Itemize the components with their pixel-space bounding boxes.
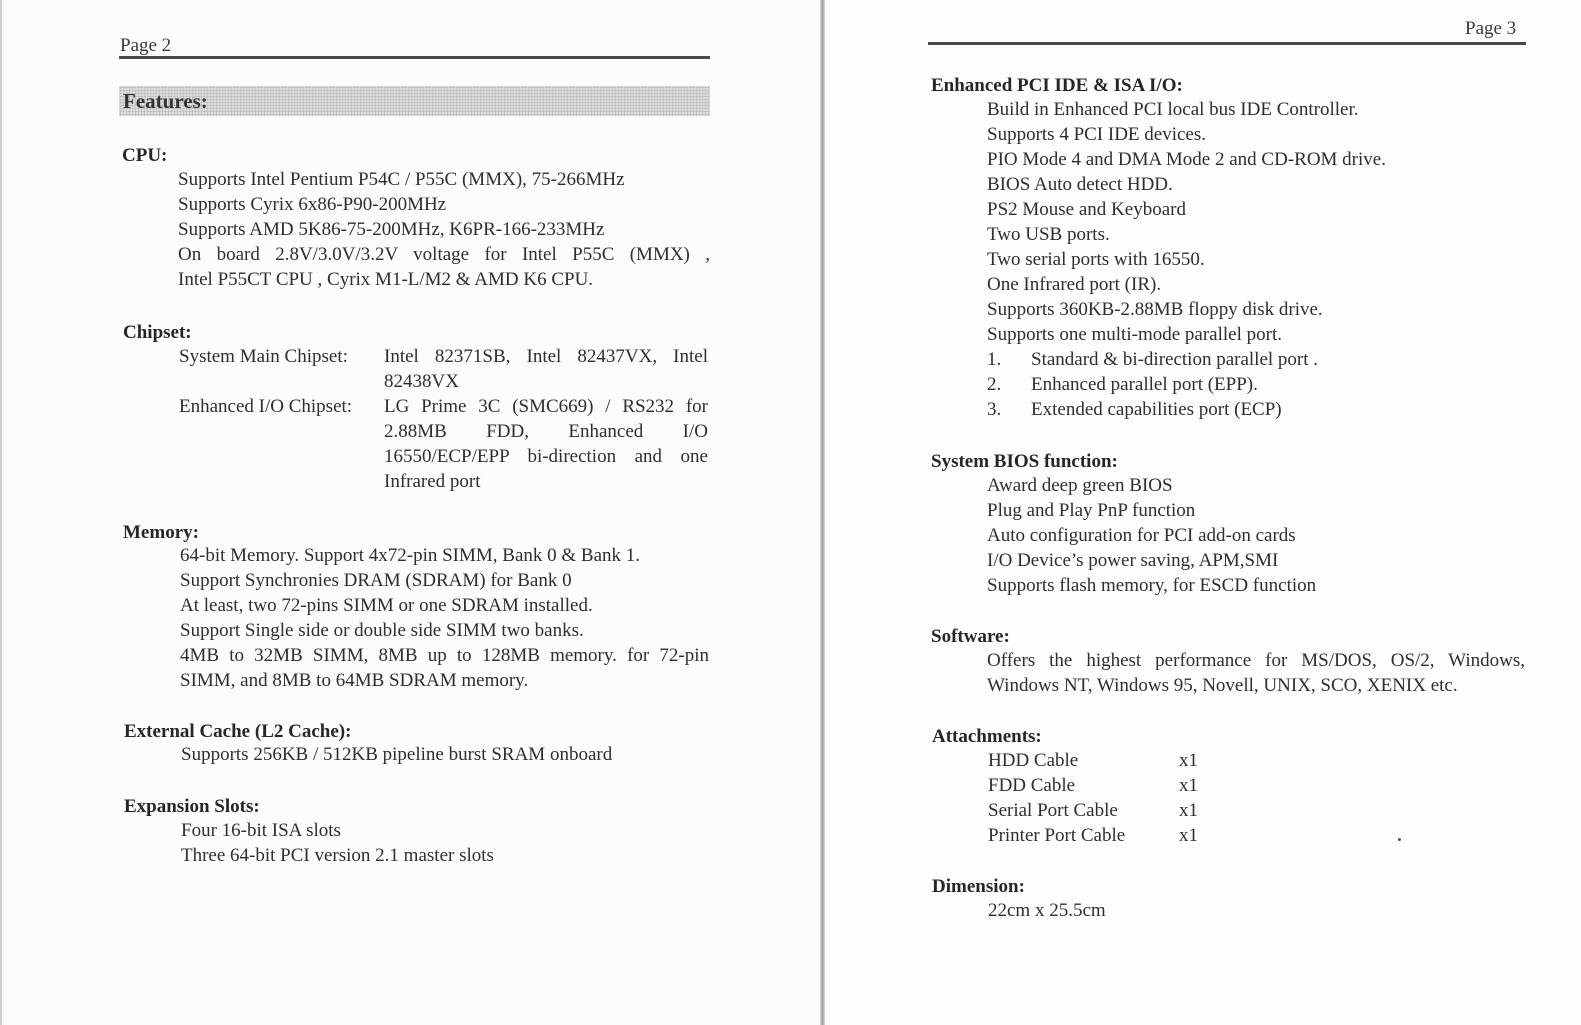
pci-heading: Enhanced PCI IDE & ISA I/O: [931, 75, 1183, 96]
io-chipset-value: 16550/ECP/EPP bi-direction and one [384, 446, 708, 467]
bios-line: Auto configuration for PCI add-on cards [987, 525, 1296, 546]
right-page [825, 0, 1581, 1025]
io-chipset-value: Infrared port [384, 471, 481, 492]
page-number-left: Page 2 [120, 35, 172, 56]
pci-line: Supports 4 PCI IDE devices. [987, 124, 1207, 145]
attachment-name: FDD Cable [988, 775, 1076, 796]
attachment-qty: x1 [1179, 825, 1198, 846]
bios-line: I/O Device’s power saving, APM,SMI [987, 550, 1279, 571]
cache-line: Supports 256KB / 512KB pipeline burst SRAM onboard [181, 744, 613, 765]
pci-line: Supports 360KB-2.88MB floppy disk drive. [987, 299, 1323, 320]
cpu-heading: CPU: [122, 145, 168, 166]
memory-line: SIMM, and 8MB to 64MB SDRAM memory. [180, 670, 529, 691]
memory-line: 64-bit Memory. Support 4x72-pin SIMM, Bank 0 & Bank 1. [180, 545, 641, 566]
cpu-line: Supports Cyrix 6x86-P90-200MHz [178, 194, 447, 215]
attachment-qty: x1 [1179, 800, 1198, 821]
cpu-line: On board 2.8V/3.0V/3.2V voltage for Intel P55C (MMX) , [178, 244, 710, 265]
features-banner [119, 86, 710, 116]
slots-line: Four 16-bit ISA slots [181, 820, 341, 841]
bios-line: Supports flash memory, for ESCD function [987, 575, 1317, 596]
main-chipset-label: System Main Chipset: [179, 346, 348, 367]
pci-line: Supports one multi-mode parallel port. [987, 324, 1282, 345]
header-rule-right [928, 42, 1526, 45]
software-heading: Software: [931, 626, 1010, 647]
pci-line: PIO Mode 4 and DMA Mode 2 and CD-ROM drive. [987, 149, 1386, 170]
numbered-text: Enhanced parallel port (EPP). [1031, 374, 1258, 395]
memory-line: Support Single side or double side SIMM two banks. [180, 620, 584, 641]
attachment-name: HDD Cable [988, 750, 1079, 771]
attachment-name: Printer Port Cable [988, 825, 1126, 846]
io-chipset-value: LG Prime 3C (SMC669) / RS232 for [384, 396, 708, 417]
attachments-heading: Attachments: [932, 726, 1042, 747]
io-chipset-value: 2.88MB FDD, Enhanced I/O [384, 421, 708, 442]
cpu-line: Intel P55CT CPU , Cyrix M1-L/M2 & AMD K6 CPU. [178, 269, 594, 290]
memory-line: At least, two 72-pins SIMM or one SDRAM installed. [180, 595, 593, 616]
attachment-name: Serial Port Cable [988, 800, 1118, 821]
numbered-index: 3. [987, 399, 1002, 420]
numbered-index: 1. [987, 349, 1002, 370]
bios-line: Plug and Play PnP function [987, 500, 1196, 521]
pci-line: Two serial ports with 16550. [987, 249, 1205, 270]
software-line: Offers the highest performance for MS/DOS, OS/2, Windows, [987, 650, 1525, 671]
page-number-right: Page 3 [1465, 18, 1517, 39]
attachment-qty: x1 [1179, 775, 1198, 796]
cpu-line: Supports Intel Pentium P54C / P55C (MMX), 75-266MHz [178, 169, 625, 190]
bios-line: Award deep green BIOS [987, 475, 1173, 496]
dimension-heading: Dimension: [932, 876, 1025, 897]
pci-line: Build in Enhanced PCI local bus IDE Controller. [987, 99, 1359, 120]
cache-heading: External Cache (L2 Cache): [124, 721, 352, 742]
pci-line: BIOS Auto detect HDD. [987, 174, 1173, 195]
pci-line: One Infrared port (IR). [987, 274, 1162, 295]
numbered-text: Standard & bi-direction parallel port . [1031, 349, 1319, 370]
slots-heading: Expansion Slots: [124, 796, 260, 817]
scan-speck [1398, 838, 1401, 841]
memory-line: 4MB to 32MB SIMM, 8MB up to 128MB memory. for 72-pin [180, 645, 709, 666]
memory-line: Support Synchronies DRAM (SDRAM) for Bank 0 [180, 570, 572, 591]
main-chipset-value: 82438VX [384, 371, 459, 392]
software-line: Windows NT, Windows 95, Novell, UNIX, SCO, XENIX etc. [987, 675, 1458, 696]
numbered-index: 2. [987, 374, 1002, 395]
memory-heading: Memory: [123, 522, 199, 543]
features-title: Features: [123, 89, 208, 113]
numbered-text: Extended capabilities port (ECP) [1031, 399, 1282, 420]
header-rule-left [119, 56, 710, 59]
chipset-heading: Chipset: [123, 322, 192, 343]
dimension-value: 22cm x 25.5cm [988, 900, 1106, 921]
slots-line: Three 64-bit PCI version 2.1 master slots [181, 845, 494, 866]
attachment-qty: x1 [1179, 750, 1198, 771]
pci-line: Two USB ports. [987, 224, 1110, 245]
main-chipset-value: Intel 82371SB, Intel 82437VX, Intel [384, 346, 708, 367]
bios-heading: System BIOS function: [931, 451, 1118, 472]
cpu-line: Supports AMD 5K86-75-200MHz, K6PR-166-233MHz [178, 219, 605, 240]
io-chipset-label: Enhanced I/O Chipset: [179, 396, 353, 417]
pci-line: PS2 Mouse and Keyboard [987, 199, 1186, 220]
